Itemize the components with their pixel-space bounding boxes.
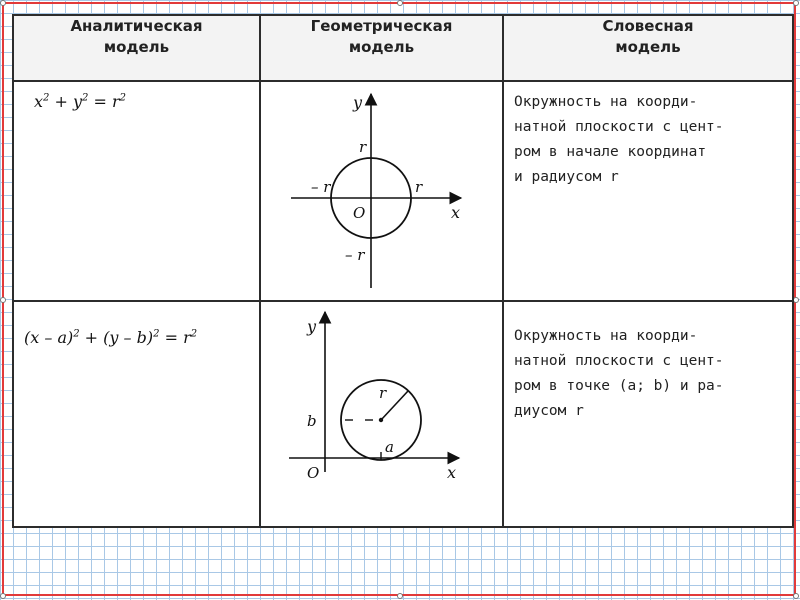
radius-label: r (379, 384, 387, 402)
header-geometric-line1: Геометрическая (310, 17, 453, 35)
header-analytic (13, 15, 260, 81)
row1-graph-cell (260, 81, 503, 301)
header-analytic-line1: Аналитическая (70, 17, 203, 35)
resize-handle-bm[interactable] (397, 593, 403, 599)
table-row (13, 81, 793, 301)
row2-graph-cell (260, 301, 503, 527)
header-verbal (503, 15, 793, 81)
row1-description-cell (503, 81, 793, 301)
table-header-row (13, 15, 793, 81)
y-axis-label: y (307, 317, 317, 336)
header-geometric-line2: модель (348, 38, 415, 56)
header-verbal-line1: Словесная (602, 17, 694, 35)
y-axis-label: y (353, 93, 363, 112)
row1-description: Окружность на коорди- натной плоскости с цент- ром в начале координат и радиусом r (514, 94, 724, 185)
header-analytic-line2: модель (103, 38, 170, 56)
circle-models-table (12, 14, 794, 528)
r-right-label: r (415, 178, 423, 196)
r-bottom-label: – r (345, 246, 365, 264)
row2-formula-cell (13, 301, 260, 527)
x-axis-label: x (447, 463, 457, 482)
resize-handle-tl[interactable] (0, 0, 6, 6)
row2-description: Окружность на коорди- натной плоскости с цент- ром в точке (a; b) и ра- диусом r (514, 328, 724, 419)
resize-handle-tr[interactable] (793, 0, 799, 6)
r-top-label: r (359, 138, 367, 156)
row1-formula: $x^2 + y^2 = r^2$ (34, 92, 127, 111)
row2-description-cell (503, 301, 793, 527)
table-row (13, 301, 793, 527)
resize-handle-bl[interactable] (0, 593, 6, 599)
row1-circle-diagram (261, 82, 500, 296)
resize-handle-br[interactable] (793, 593, 799, 599)
row2-circle-diagram (261, 302, 500, 522)
resize-handle-ml[interactable] (0, 297, 6, 303)
header-geometric (260, 15, 503, 81)
resize-handle-tm[interactable] (397, 0, 403, 6)
b-label: b (307, 412, 317, 430)
origin-label: O (353, 204, 366, 222)
x-axis-label: x (451, 203, 461, 222)
row1-formula-cell (13, 81, 260, 301)
origin-label: O (307, 464, 320, 482)
a-label: a (385, 438, 394, 456)
header-verbal-line2: модель (615, 38, 681, 56)
center-point (379, 418, 383, 422)
r-left-label: – r (311, 178, 331, 196)
row2-formula: $(x - a)^2 + (y - b)^2 = r^2$ (24, 328, 198, 347)
